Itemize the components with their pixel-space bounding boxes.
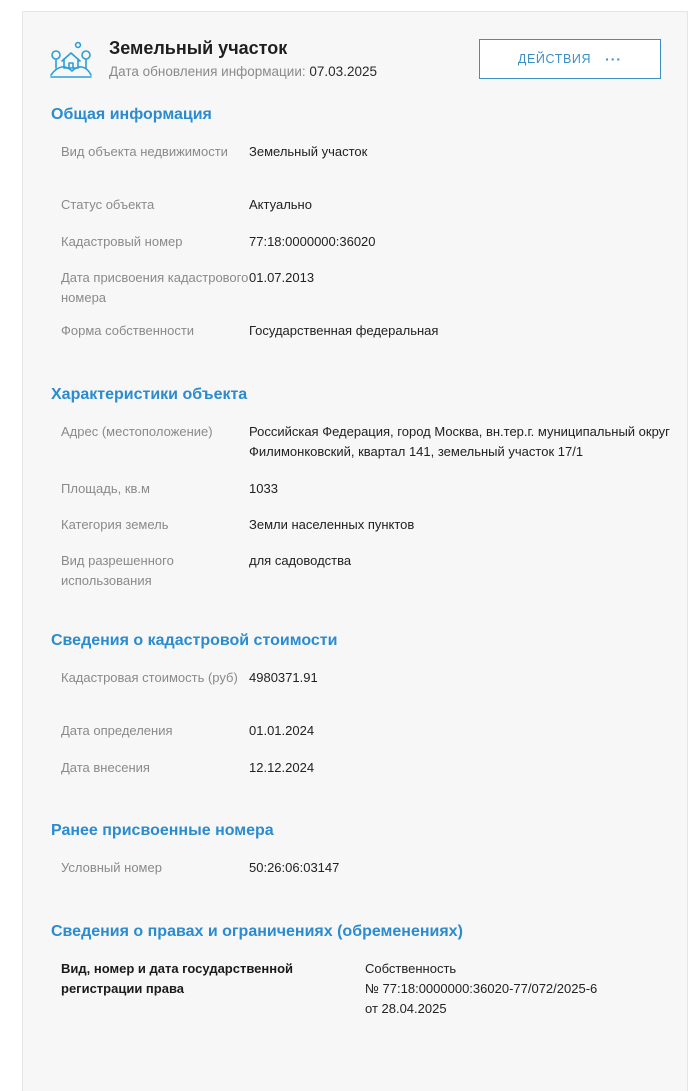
info-row (61, 422, 671, 462)
section-title-cadastral-value: Сведения о кадастровой стоимости (51, 632, 338, 649)
row-value: 12.12.2024 (249, 760, 315, 775)
rights-row (61, 959, 671, 1019)
info-row (61, 551, 671, 591)
row-value: Земли населенных пунктов (249, 517, 415, 532)
info-row (61, 321, 671, 341)
page-title: Земельный участок (109, 38, 288, 58)
row-value: 1033 (249, 481, 278, 496)
rights-date: от 28.04.2025 (365, 1001, 447, 1016)
actions-button[interactable] (479, 39, 661, 79)
rights-number: № 77:18:0000000:36020-77/072/2025-6 (365, 981, 598, 996)
info-row (61, 142, 671, 162)
section-title-rights: Сведения о правах и ограничениях (обременениях) (51, 923, 463, 940)
row-value: для садоводства (249, 553, 352, 568)
row-label: Статус объекта (61, 197, 155, 212)
row-label: Кадастровая стоимость (руб) (61, 670, 238, 685)
card-header (23, 12, 687, 102)
info-row (61, 758, 671, 778)
ellipsis-icon: ··· (605, 51, 623, 67)
row-value: 50:26:06:03147 (249, 860, 340, 875)
update-date: 07.03.2025 (309, 64, 377, 79)
property-card (22, 11, 688, 1091)
section-title-characteristics: Характеристики объекта (51, 386, 248, 403)
info-row (61, 268, 671, 308)
row-label: Категория земель (61, 517, 169, 532)
row-label: Вид разрешенного использования (61, 553, 174, 588)
row-label: Дата присвоения кадастрового номера (61, 270, 249, 305)
info-row (61, 668, 671, 688)
address-value: Российская Федерация, город Москва, вн.тер.г. муниципальный округ Филимонковский, квартал 141, земельный участок 17/1 (249, 424, 670, 459)
row-value: 4980371.91 (249, 670, 318, 685)
rights-label: Вид, номер и дата государственной регистрации права (61, 961, 294, 996)
info-row (61, 515, 671, 535)
row-value: Земельный участок (249, 144, 368, 159)
row-value: Актуально (249, 197, 312, 212)
section-title-general: Общая информация (51, 106, 212, 123)
info-row (61, 232, 671, 252)
actions-label: ДЕЙСТВИЯ (517, 52, 592, 66)
cadastral-number: 77:18:0000000:36020 (249, 234, 376, 249)
row-label: Форма собственности (61, 323, 195, 338)
rights-value (365, 959, 671, 1019)
update-info (109, 64, 377, 79)
update-label: Дата обновления информации: (109, 64, 306, 79)
info-row (61, 858, 671, 878)
row-label: Вид объекта недвижимости (61, 144, 228, 159)
row-value: 01.01.2024 (249, 723, 315, 738)
row-value: 01.07.2013 (249, 270, 315, 285)
row-label: Дата определения (61, 723, 173, 738)
row-label: Адрес (местоположение) (61, 424, 213, 439)
info-row (61, 721, 671, 741)
info-row (61, 195, 671, 215)
row-value: Государственная федеральная (249, 323, 439, 338)
info-row (61, 479, 671, 499)
row-label: Площадь, кв.м (61, 481, 150, 496)
row-label: Кадастровый номер (61, 234, 183, 249)
rights-type: Собственность (365, 961, 457, 976)
row-label: Условный номер (61, 860, 162, 875)
land-plot-icon (50, 41, 92, 79)
section-title-previous-numbers: Ранее присвоенные номера (51, 822, 274, 839)
row-label: Дата внесения (61, 760, 150, 775)
